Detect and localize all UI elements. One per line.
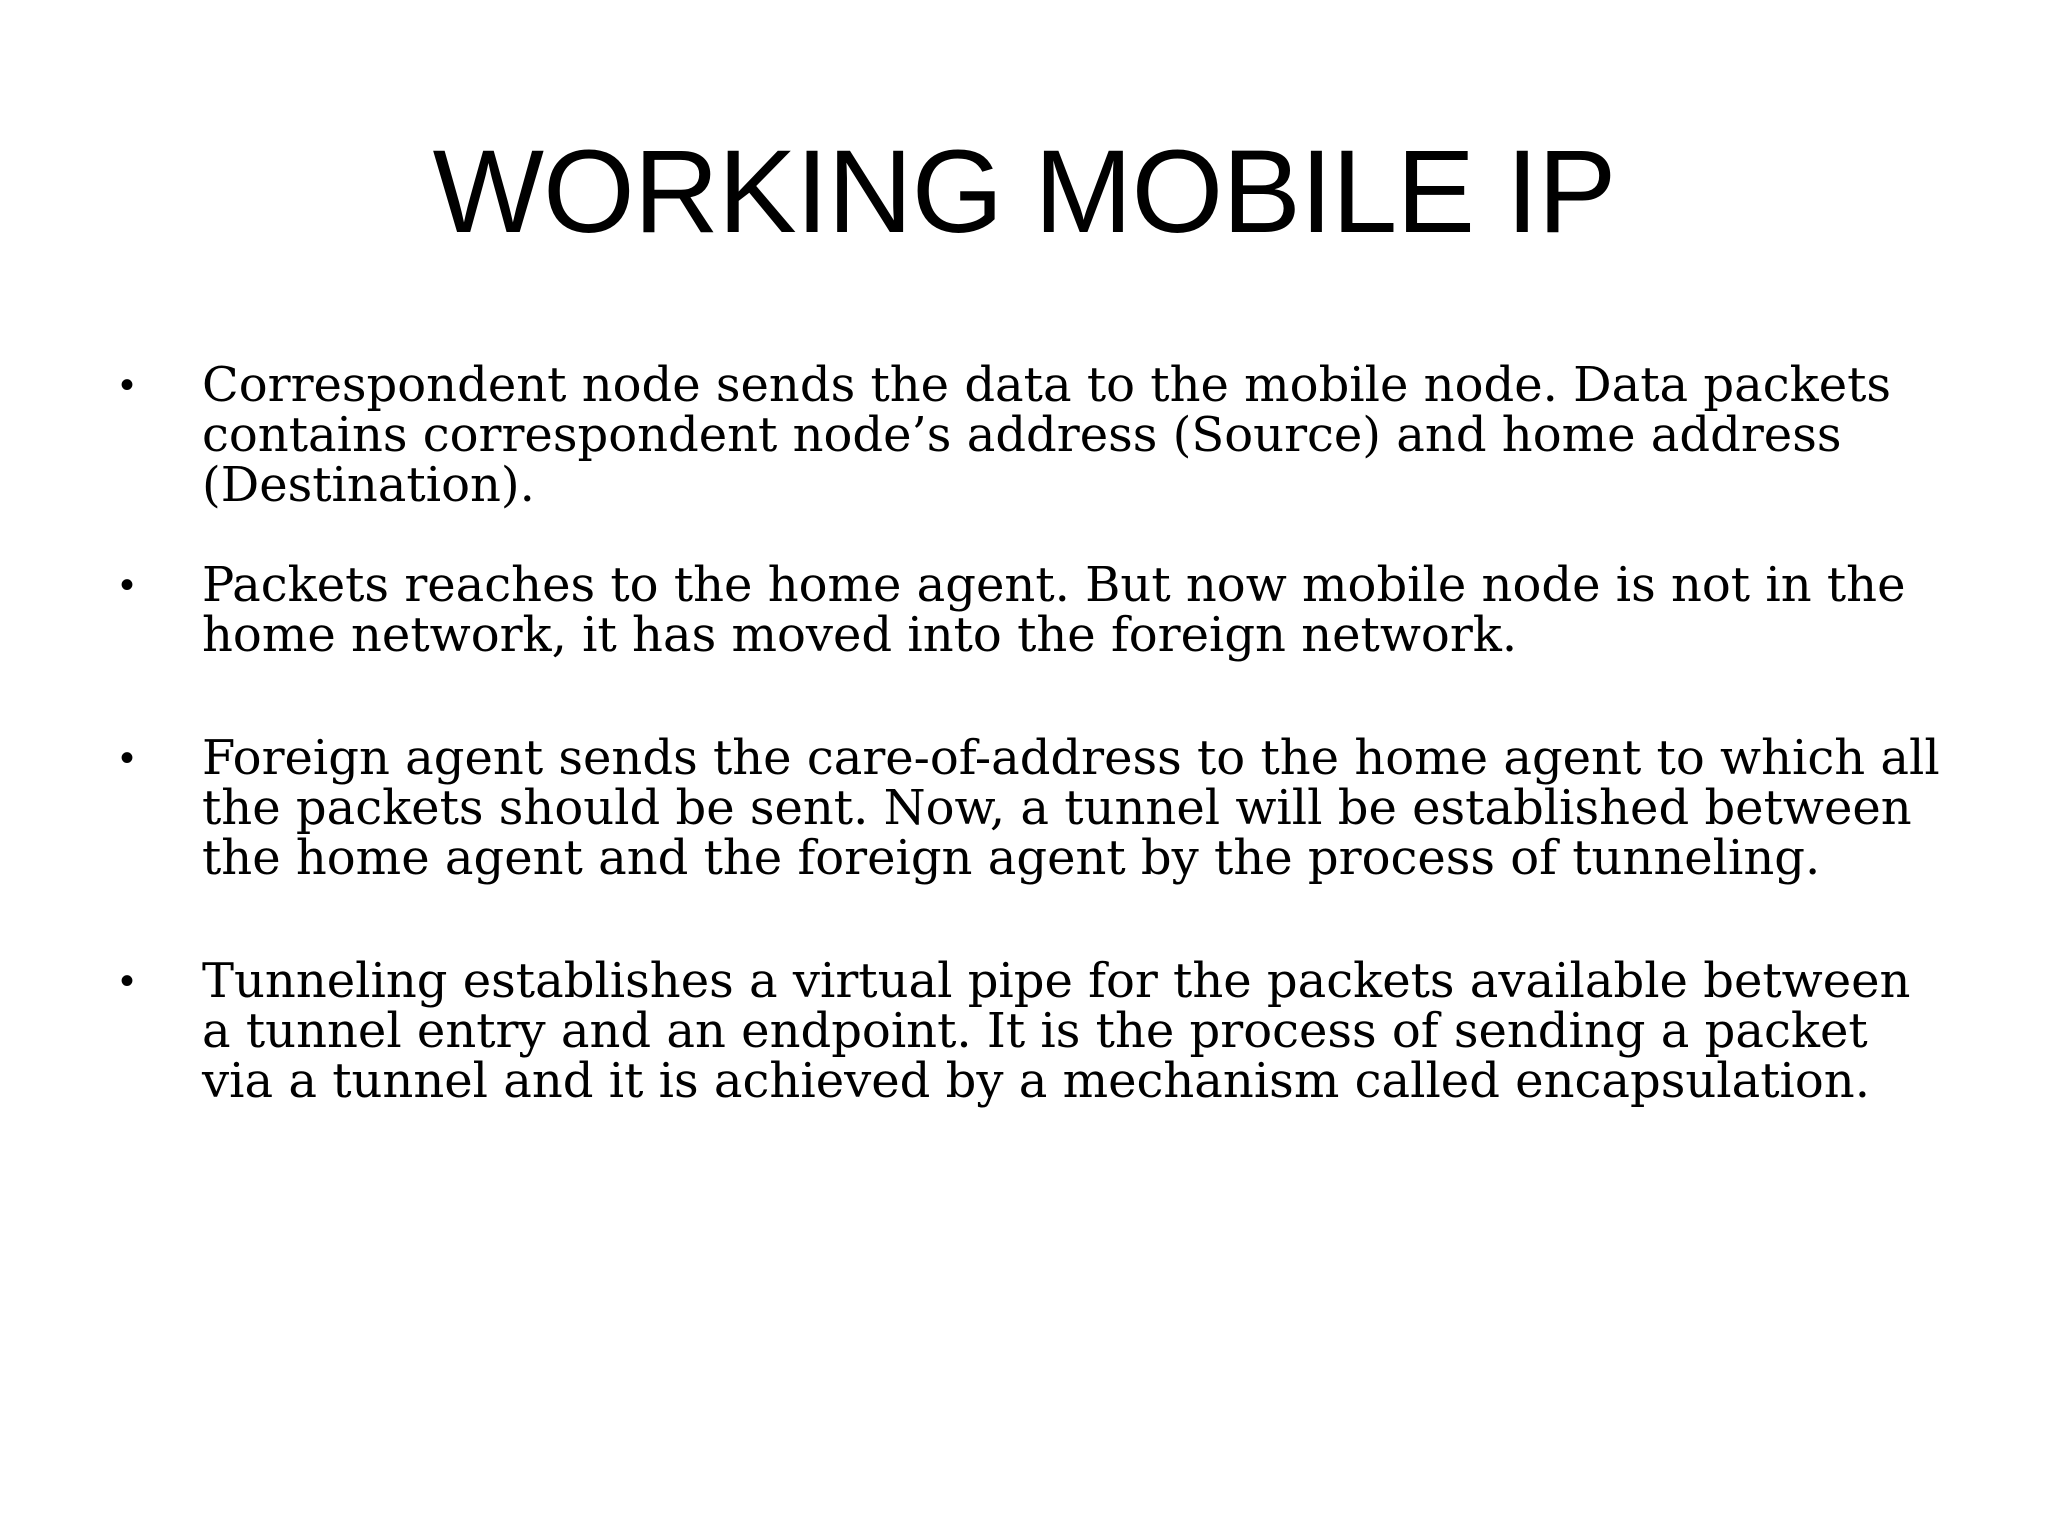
bullet-text: Packets reaches to the home agent. But now mobile node is not in the home network, it has moved into the foreign network.: [202, 557, 1906, 663]
bullet-item-3: [120, 730, 1950, 886]
bullet-list: [120, 357, 1950, 1156]
bullet-text: Foreign agent sends the care-of-address to the home agent to which all the packets should be sent. Now, a tunnel will be established between the home agent and the foreign agent by the process of tunneling.: [202, 730, 1940, 886]
bullet-marker: •: [120, 736, 135, 780]
bullet-text: Correspondent node sends the data to the mobile node. Data packets contains correspondent node’s address (Source) and home address (Destination).: [202, 357, 1892, 513]
bullet-item-4: [120, 953, 1950, 1109]
bullet-item-2: [120, 557, 1950, 663]
bullet-marker: •: [120, 959, 135, 1003]
bullet-text: Tunneling establishes a virtual pipe for the packets available between a tunnel entry and an endpoint. It is the process of sending a packet via a tunnel and it is achieved by a mechanism called encapsulation.: [202, 953, 1911, 1109]
slide-title: WORKING MOBILE IP: [432, 126, 1616, 258]
bullet-marker: •: [120, 363, 135, 407]
bullet-item-1: [120, 357, 1950, 513]
bullet-marker: •: [120, 563, 135, 607]
